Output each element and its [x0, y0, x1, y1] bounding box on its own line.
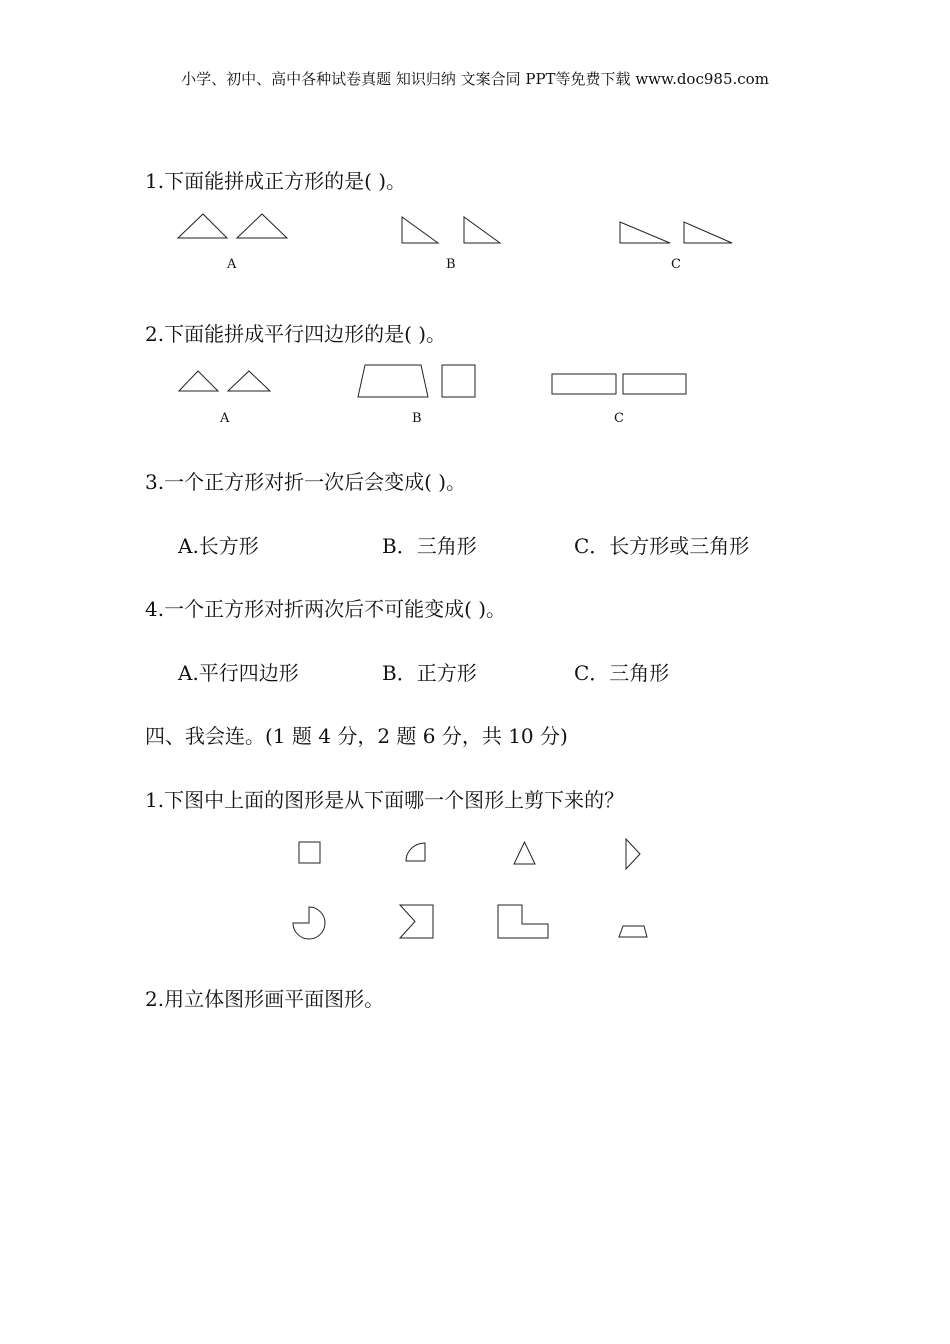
question-2: 2.下面能拼成平行四边形的是( )。: [145, 322, 447, 346]
trapezoid-icon[interactable]: [617, 924, 650, 940]
question-4: 4.一个正方形对折两次后不可能变成( )。: [145, 597, 507, 621]
q2-label-c: C: [614, 411, 624, 426]
section-4-title: 四、我会连。(1 题 4 分，2 题 6 分，共 10 分): [145, 724, 568, 748]
square-icon[interactable]: [297, 840, 323, 866]
q2-option-c-rectangles-icon: [550, 372, 690, 398]
q1-option-b-triangles-icon: [400, 215, 505, 245]
q2-label-b: B: [412, 411, 422, 426]
question-1: 1.下面能拼成正方形的是( )。: [145, 169, 407, 193]
q1-option-a-triangles-icon: [175, 212, 290, 240]
l-shape-icon[interactable]: [496, 903, 552, 941]
q2-option-a-triangles-icon: [176, 368, 276, 394]
q4-option-b[interactable]: B．正方形: [382, 661, 477, 685]
q1-label-b: B: [446, 257, 456, 272]
q4-option-a[interactable]: A.平行四边形: [178, 661, 299, 685]
q1-label-c: C: [671, 257, 681, 272]
right-triangle-icon[interactable]: [623, 837, 643, 871]
three-quarter-circle-icon[interactable]: [291, 905, 329, 941]
section-4-question-1: 1.下图中上面的图形是从下面哪一个图形上剪下来的？: [145, 788, 625, 812]
q3-option-c[interactable]: C．长方形或三角形: [574, 534, 750, 558]
q3-option-a[interactable]: A.长方形: [178, 534, 259, 558]
triangle-icon[interactable]: [512, 840, 537, 866]
q1-option-c-triangles-icon: [618, 220, 738, 245]
q2-label-a: A: [220, 411, 230, 426]
q4-option-c[interactable]: C．三角形: [574, 661, 670, 685]
q1-label-a: A: [227, 257, 237, 272]
quarter-circle-icon[interactable]: [404, 841, 428, 863]
notched-square-icon[interactable]: [398, 903, 436, 941]
q2-option-b-shapes-icon: [356, 363, 481, 400]
page-header: 小学、初中、高中各种试卷真题 知识归纳 文案合同 PPT等免费下载 www.doc985.com: [181, 70, 769, 88]
question-3: 3.一个正方形对折一次后会变成( )。: [145, 470, 467, 494]
q3-option-b[interactable]: B．三角形: [382, 534, 477, 558]
section-4-question-2: 2.用立体图形画平面图形。: [145, 987, 385, 1011]
